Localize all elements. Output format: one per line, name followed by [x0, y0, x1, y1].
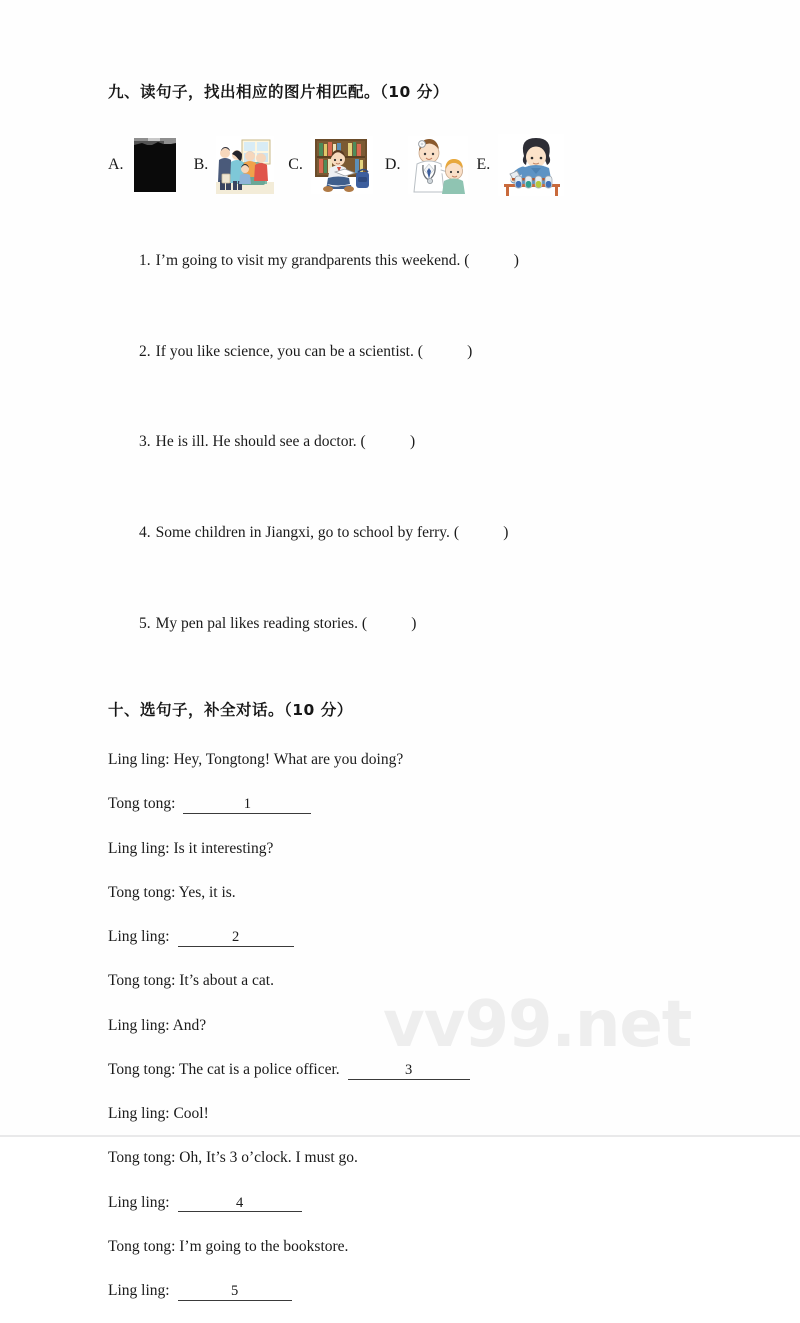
sentence-number: 3.: [139, 433, 151, 451]
dialogue-utterance: Is it interesting?: [169, 839, 274, 857]
dialogue-speaker: Tong tong:: [108, 1149, 176, 1167]
answer-bracket[interactable]: ( ): [361, 614, 417, 632]
dialogue-utterance: It’s about a cat.: [175, 972, 274, 990]
sentence-number: 2.: [139, 342, 151, 360]
dialogue-line: [108, 748, 748, 771]
dialogue-speaker: Ling ling:: [108, 1193, 170, 1211]
sentence-text: Some children in Jiangxi, go to school by ferry.: [155, 524, 450, 542]
dialogue-utterance: And?: [169, 1016, 207, 1034]
picture-choice-c[interactable]: [288, 136, 373, 194]
picture-choice-e[interactable]: [476, 134, 564, 196]
answer-blank-3[interactable]: 3: [348, 1062, 470, 1080]
sentence-number: 4.: [139, 524, 151, 542]
dialogue-line: [108, 1102, 748, 1125]
dark-photo-thumbnail: [132, 136, 178, 194]
answer-blank-5[interactable]: 5: [178, 1283, 292, 1301]
answer-blank-4[interactable]: 4: [178, 1195, 302, 1213]
list-item: [108, 226, 748, 296]
dialogue-line: [108, 1235, 748, 1258]
matching-sentence-list: [108, 226, 748, 659]
sentence-text: My pen pal likes reading stories.: [155, 614, 358, 632]
dialogue-speaker: Ling ling:: [108, 1105, 170, 1123]
dialogue-utterance: The cat is a police officer.: [175, 1060, 340, 1078]
dialogue-utterance: I’m going to the bookstore.: [175, 1237, 349, 1255]
boy-reading-books-thumbnail: [311, 136, 373, 194]
dialogue-speaker: Ling ling:: [108, 839, 170, 857]
list-item: [108, 589, 748, 659]
dialogue-speaker: Tong tong:: [108, 795, 176, 813]
boy-science-experiment-thumbnail: [498, 134, 564, 196]
picture-label-e: E.: [476, 155, 491, 173]
dialogue-speaker: Tong tong:: [108, 1060, 176, 1078]
answer-blank-2[interactable]: 2: [178, 929, 294, 947]
dialogue-speaker: Ling ling:: [108, 751, 170, 769]
picture-label-d: D.: [384, 155, 401, 173]
dialogue-line: [108, 792, 748, 815]
dialogue-speaker: Ling ling:: [108, 1016, 170, 1034]
sentence-text: I’m going to visit my grandparents this weekend.: [155, 251, 461, 269]
sentence-text: He is ill. He should see a doctor.: [155, 433, 357, 451]
dialogue-utterance: Oh, It’s 3 o’clock. I must go.: [175, 1149, 358, 1167]
dialogue-line: [108, 1191, 748, 1214]
dialogue-line: [108, 837, 748, 860]
sentence-text: If you like science, you can be a scientist.: [155, 342, 414, 360]
dialogue-line: [108, 925, 748, 948]
picture-choice-a[interactable]: [108, 136, 178, 194]
dialogue-speaker: Tong tong:: [108, 883, 176, 901]
picture-label-c: C.: [288, 155, 303, 173]
dialogue-speaker: Tong tong:: [108, 972, 176, 990]
doctor-examining-patient-thumbnail: [408, 136, 468, 194]
picture-label-a: A.: [108, 155, 124, 173]
picture-label-b: B.: [193, 155, 209, 173]
sentence-number: 5.: [139, 614, 151, 632]
list-item: [108, 407, 748, 477]
answer-blank-1[interactable]: 1: [183, 796, 311, 814]
dialogue-utterance: Yes, it is.: [175, 883, 236, 901]
dialogue-speaker: Tong tong:: [108, 1237, 176, 1255]
dialogue-line: [108, 1146, 748, 1169]
dialogue-utterance: Hey, Tongtong! What are you doing?: [169, 751, 404, 769]
dialogue-speaker: Ling ling:: [108, 1282, 170, 1300]
answer-bracket[interactable]: ( ): [464, 251, 520, 269]
list-item: [108, 316, 748, 386]
section-ten-heading: 十、选句子，补全对话。（10 分）: [108, 701, 353, 720]
answer-bracket[interactable]: ( ): [453, 524, 509, 542]
picture-choice-b[interactable]: [194, 136, 275, 194]
family-visiting-grandparents-thumbnail: [216, 136, 274, 194]
answer-bracket[interactable]: ( ): [417, 342, 473, 360]
site-watermark: vv99.net: [383, 988, 692, 1062]
dialogue-utterance: Cool!: [169, 1105, 209, 1123]
picture-choice-d[interactable]: [385, 136, 469, 194]
picture-choices-row: [108, 130, 748, 200]
dialogue-line: [108, 1279, 748, 1302]
list-item: [108, 498, 748, 568]
answer-bracket[interactable]: ( ): [360, 433, 416, 451]
sentence-number: 1.: [139, 251, 151, 269]
dialogue-line: [108, 881, 748, 904]
section-nine-heading: 九、读句子，找出相应的图片相匹配。（10 分）: [108, 83, 449, 101]
dialogue-speaker: Ling ling:: [108, 928, 170, 946]
